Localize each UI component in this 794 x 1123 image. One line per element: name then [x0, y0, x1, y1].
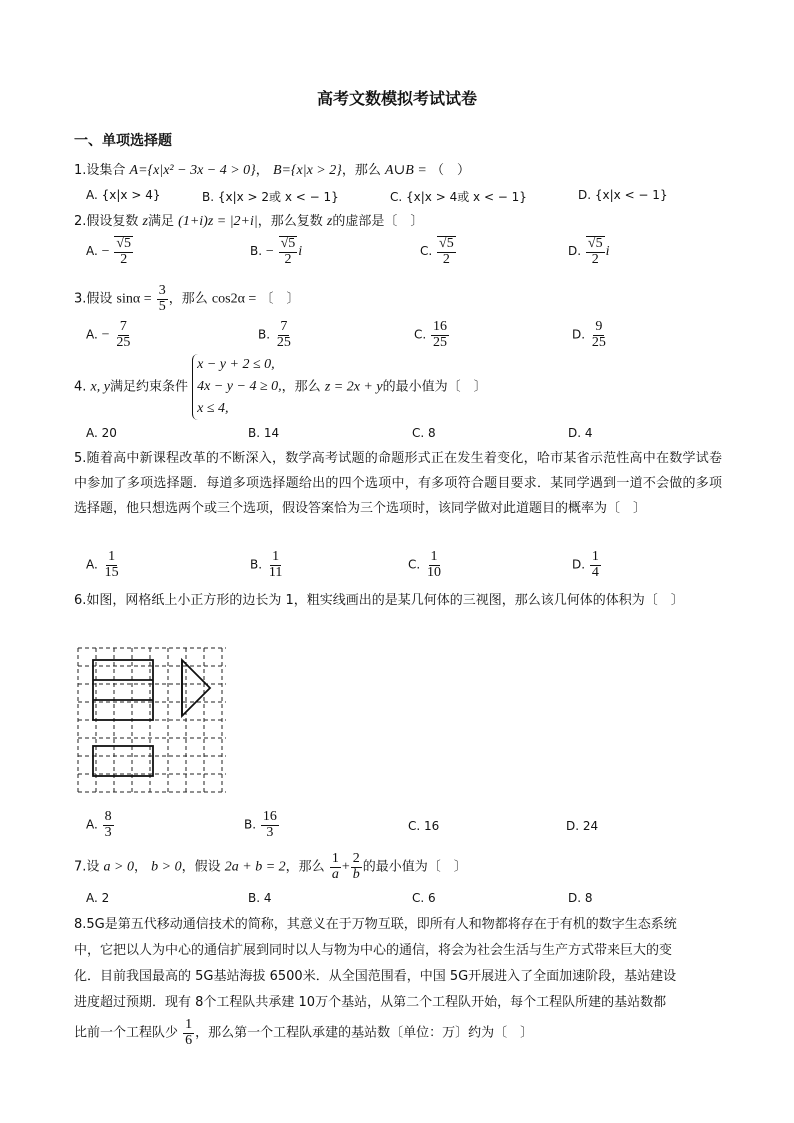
- q5-b-den: 11: [268, 564, 283, 580]
- q7-sep: ，: [134, 859, 148, 875]
- q2-tail: 的虚部是〔 〕: [332, 214, 424, 229]
- q6-a-den: 3: [104, 824, 112, 840]
- q6-a-label: A.: [86, 817, 98, 832]
- q6-d-label: D.: [566, 819, 580, 833]
- q3-option-d[interactable]: [572, 320, 609, 350]
- question-4: [74, 354, 487, 420]
- q2-d-num: √5: [587, 236, 603, 251]
- q2-z: z: [142, 214, 148, 229]
- q3-mid: ，那么: [168, 291, 208, 307]
- q2-b-label: B.: [250, 244, 263, 259]
- q7-n1: 1: [331, 851, 339, 866]
- q2-option-d[interactable]: [568, 236, 609, 267]
- q1-option-c[interactable]: C. {x|x > 4或 x < − 1}: [390, 190, 527, 204]
- q7-option-a[interactable]: A. 2: [86, 891, 110, 905]
- question-8-line-5: [74, 1018, 533, 1048]
- q5-a-num: 1: [108, 549, 116, 564]
- q5-c-num: 1: [430, 549, 438, 564]
- q4-option-c[interactable]: C. 8: [412, 426, 436, 440]
- q4-constraint-1: x − y + 2 ≤ 0,: [197, 357, 275, 372]
- q5-option-c[interactable]: [408, 550, 444, 580]
- q2-z2: z: [326, 214, 333, 229]
- top-view: [93, 746, 153, 776]
- q3-d-num: 9: [595, 319, 603, 334]
- q4-objective: z = 2x + y: [324, 379, 383, 395]
- question-8-line-3: 化．目前我国最高的 5G基站海拔 6500米．从全国范围看，中国 5G开展进入了全面加速阶段，基站建设: [74, 969, 677, 984]
- q7-plus: +: [341, 859, 350, 875]
- q3-b-frac: [275, 320, 293, 350]
- q7-frac-1: [330, 852, 341, 882]
- q2-a-frac: [114, 236, 133, 267]
- q5-a-label: A.: [86, 557, 98, 572]
- q2-mid2: ，那么复数: [257, 214, 323, 229]
- q7-tail: 的最小值为〔 〕: [362, 859, 467, 875]
- q3-frac: [157, 284, 168, 314]
- q2-c-den: 2: [442, 251, 450, 267]
- q6-option-c[interactable]: [408, 819, 439, 833]
- q2-d-label: D.: [568, 244, 582, 259]
- q4-mid2: ，那么: [281, 379, 321, 395]
- q4-constraint-system: [192, 354, 282, 420]
- q7-cond-1: a > 0: [103, 859, 134, 875]
- q2-b-den: 2: [284, 251, 292, 267]
- q5-d-den: 4: [591, 564, 599, 580]
- q6-b-num: 16: [262, 809, 277, 824]
- q2-a-num: √5: [116, 236, 132, 251]
- q3-option-c[interactable]: [414, 320, 450, 350]
- three-view-diagram: [76, 646, 228, 794]
- q8-den: 6: [185, 1032, 193, 1048]
- q6-option-b[interactable]: [244, 810, 280, 840]
- q1-option-b[interactable]: B. {x|x > 2或 x < − 1}: [202, 190, 339, 204]
- q1-prefix: 1.设集合: [74, 163, 126, 178]
- q4-tail: 的最小值为〔 〕: [382, 379, 487, 395]
- q6-d-text: 24: [582, 819, 599, 833]
- q3-a-den: 25: [116, 334, 131, 350]
- q1-sep: ，: [255, 163, 269, 178]
- question-7: [74, 852, 467, 882]
- question-8-line-2: 中，它把以人为中心的通信扩展到同时以人与物为中心的通信，将会为社会生活与生产方式带来巨大的变: [74, 943, 673, 958]
- q4-mid: 满足约束条件: [109, 379, 188, 395]
- q7-d2: b: [352, 866, 360, 882]
- q4-constraint-2: 4x − y − 4 ≥ 0,: [197, 379, 282, 394]
- q2-option-a[interactable]: [86, 236, 134, 267]
- q2-a-sign: −: [101, 244, 110, 260]
- q5-c-frac: [425, 550, 443, 580]
- q7-n2: 2: [352, 851, 360, 866]
- q6-option-d[interactable]: [566, 819, 598, 833]
- q7-d1: a: [331, 866, 339, 882]
- q5-option-a[interactable]: [86, 550, 122, 580]
- q3-a-num: 7: [119, 319, 127, 334]
- q7-equation: 2a + b = 2: [224, 859, 286, 875]
- q3-a-label: A.: [86, 327, 98, 342]
- q5-c-den: 10: [427, 564, 442, 580]
- q2-d-den: 2: [591, 251, 599, 267]
- q2-option-c[interactable]: [420, 236, 457, 267]
- q2-c-frac: [437, 236, 456, 267]
- q3-option-a[interactable]: [86, 320, 133, 350]
- q2-option-b[interactable]: [250, 236, 302, 267]
- q3-option-b[interactable]: [258, 320, 294, 350]
- question-6: 6.如图，网格纸上小正方形的边长为 1，粗实线画出的是某几何体的三视图，那么该几何体的体积为〔 〕: [74, 593, 684, 608]
- q6-b-label: B.: [244, 817, 257, 832]
- q5-d-frac: [590, 550, 601, 580]
- q3-lhs: sinα =: [116, 291, 152, 307]
- q3-d-frac: [590, 320, 608, 350]
- q5-d-label: D.: [572, 557, 586, 572]
- q2-c-label: C.: [420, 244, 433, 259]
- q1-option-a[interactable]: A. {x|x > 4}: [86, 188, 161, 202]
- q1-set-a: A={x|x² − 3x − 4 > 0}: [129, 163, 256, 178]
- q3-d-den: 25: [591, 334, 606, 350]
- q4-prefix: 4.: [74, 379, 87, 395]
- q1-option-d[interactable]: D. {x|x < − 1}: [578, 188, 668, 202]
- q5-a-frac: [103, 550, 121, 580]
- q6-b-frac: [261, 810, 279, 840]
- q4-option-d[interactable]: D. 4: [568, 426, 593, 440]
- question-1: [74, 162, 470, 180]
- q1-set-b: B={x|x > 2}: [272, 163, 342, 178]
- q7-option-b[interactable]: B. 4: [248, 891, 272, 905]
- q3-num: 3: [158, 283, 166, 298]
- q6-c-text: 16: [424, 819, 440, 833]
- question-5: 5.随着高中新课程改革的不断深入，数学高考试题的命题形式正在发生着变化，哈市某省示范性高中在数学试卷中参加了多项选择题．每道多项选择题给出的四个选项中，有多项符合题目要求．某同学遇到一道不会做的多项选择题，他只想选两个或三个选项，假设答案恰为三个选项时，该同学做对此道题目的概率为〔 〕: [74, 451, 722, 516]
- q7-option-c[interactable]: C. 6: [412, 891, 436, 905]
- q6-option-a[interactable]: [86, 810, 115, 840]
- q7-mid2: ，那么: [285, 859, 325, 875]
- question-8-line-1: 8.5G是第五代移动通信技术的简称，其意义在于万物互联，即所有人和物都将存在于有机的数字生态系统: [74, 917, 677, 932]
- q3-a-sign: −: [101, 327, 110, 343]
- q5-d-num: 1: [591, 549, 599, 564]
- q3-prefix: 3.假设: [74, 291, 113, 307]
- q7-cond-2: b > 0: [151, 859, 182, 875]
- question-8-line-4: 进度超过预期．现有 8个工程队共承建 10万个基站，从第二个工程队开始，每个工程队所建的基站数都: [74, 995, 667, 1010]
- q2-equation: (1+i)z = |2+i|: [178, 214, 258, 229]
- q1-expr: A∪B =: [385, 163, 427, 178]
- q3-b-num: 7: [280, 319, 288, 334]
- q3-c-den: 25: [433, 334, 448, 350]
- q5-option-d[interactable]: [572, 550, 602, 580]
- q8-line5-start: 比前一个工程队少: [74, 1025, 179, 1041]
- q1-tail: （ ）: [430, 163, 470, 178]
- q6-c-label: C.: [408, 819, 421, 833]
- q3-b-den: 25: [276, 334, 291, 350]
- q6-a-num: 8: [104, 809, 112, 824]
- front-view: [93, 660, 153, 720]
- question-2: [74, 213, 423, 231]
- q2-d-suffix: i: [605, 244, 610, 260]
- q8-frac: [183, 1018, 194, 1048]
- page-title: 高考文数模拟考试试卷: [316, 89, 477, 108]
- q4-option-b[interactable]: B. 14: [248, 426, 280, 440]
- q5-b-label: B.: [250, 557, 263, 572]
- solid-view-lines: [93, 660, 210, 776]
- q5-c-label: C.: [408, 557, 421, 572]
- q6-a-frac: [103, 810, 114, 840]
- q4-vars: x, y: [90, 379, 110, 395]
- q5-b-frac: [267, 550, 284, 580]
- q3-c-frac: [431, 320, 449, 350]
- q5-a-den: 15: [104, 564, 119, 580]
- q7-prefix: 7.设: [74, 859, 100, 875]
- q2-c-num: √5: [439, 236, 454, 251]
- q2-b-suffix: i: [298, 244, 303, 260]
- q2-a-den: 2: [120, 251, 128, 267]
- q3-rhs: cos2α =: [211, 291, 257, 307]
- q2-prefix: 2.假设复数: [74, 214, 139, 229]
- q2-a-label: A.: [86, 244, 98, 259]
- q5-option-b[interactable]: [250, 550, 285, 580]
- q2-d-frac: [586, 236, 605, 267]
- q5-b-num: 1: [272, 549, 280, 564]
- q4-option-a[interactable]: A. 20: [86, 426, 117, 440]
- q8-num: 1: [185, 1017, 193, 1032]
- q3-d-label: D.: [572, 327, 586, 342]
- q2-b-frac: [279, 236, 298, 267]
- q7-frac-2: [351, 852, 362, 882]
- q3-tail: 〔 〕: [260, 291, 300, 307]
- q3-b-label: B.: [258, 327, 271, 342]
- q2-mid: 满足: [148, 214, 175, 229]
- q3-den: 5: [158, 298, 166, 314]
- q7-option-d[interactable]: D. 8: [568, 891, 593, 905]
- section-heading: 一、单项选择题: [74, 133, 172, 149]
- q3-c-label: C.: [414, 327, 427, 342]
- q8-line5-end: ，那么第一个工程队承建的基站数〔单位：万〕约为〔 〕: [195, 1025, 534, 1041]
- q6-b-den: 3: [266, 824, 274, 840]
- q3-c-num: 16: [433, 319, 448, 334]
- q1-mid: ，那么: [341, 163, 381, 178]
- q7-mid: ，假设: [181, 859, 221, 875]
- question-3: [74, 284, 299, 314]
- q2-b-sign: −: [265, 244, 274, 260]
- q2-b-num: √5: [280, 236, 296, 251]
- q3-a-frac: [114, 320, 132, 350]
- q4-constraint-3: x ≤ 4,: [197, 401, 229, 416]
